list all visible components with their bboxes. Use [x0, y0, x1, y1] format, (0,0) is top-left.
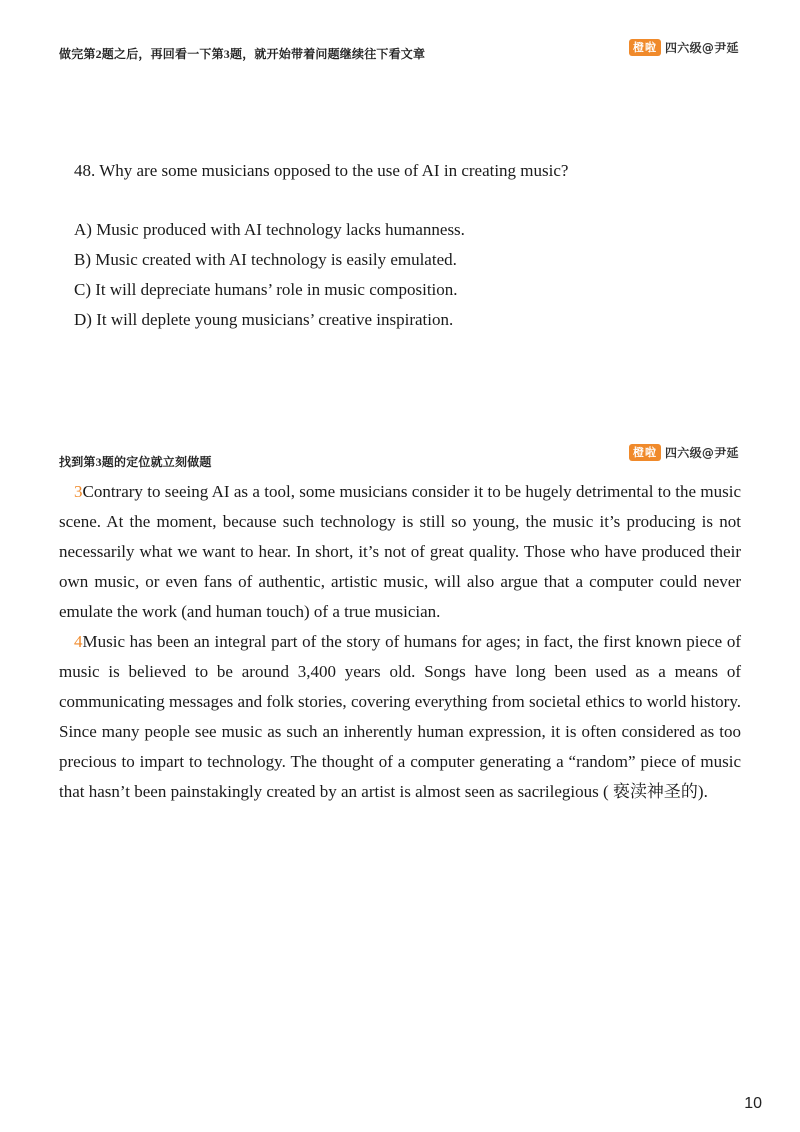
paragraph-3 — [59, 477, 741, 627]
brand-mark-top — [629, 38, 739, 56]
question-text: 48. Why are some musicians opposed to the use of AI in creating music? — [74, 161, 569, 180]
header-note-middle: 找到第3题的定位就立刻做题 — [59, 455, 212, 469]
paragraph-text: Music has been an integral part of the story of humans for ages; in fact, the first known piece of music is believed to be around 3,400 years old. Songs have long been used as a means of communicating messages and folk stories, covering everything from societal ethics to world history. Since many people see music as such an inherently human expression, it is often considered as too precious to impart to technology. The thought of a computer generating a “random” piece of music that hasn’t been painstakingly created by an artist is almost seen as sacrilegious ( 亵渎神圣的). — [59, 632, 741, 801]
brand-logo-icon: 橙啦 — [629, 444, 661, 461]
option-b: B) Music created with AI technology is easily emulated. — [74, 250, 457, 269]
paragraph-number: 3 — [74, 482, 83, 501]
paragraph-4 — [59, 627, 741, 807]
answer-options — [74, 219, 465, 339]
paragraph-number: 4 — [74, 632, 83, 651]
header-note-top: 做完第2题之后，再回看一下第3题，就开始带着问题继续往下看文章 — [59, 47, 426, 61]
option-d: D) It will deplete young musicians’ creative inspiration. — [74, 310, 454, 329]
brand-mark-middle — [629, 443, 739, 461]
brand-text: 四六级@尹延 — [665, 40, 739, 55]
page-number: 10 — [744, 1095, 762, 1112]
brand-logo-icon: 橙啦 — [629, 39, 661, 56]
option-a: A) Music produced with AI technology lacks humanness. — [74, 220, 465, 239]
reading-passage — [59, 477, 741, 807]
brand-text: 四六级@尹延 — [665, 445, 739, 460]
paragraph-text: Contrary to seeing AI as a tool, some musicians consider it to be hugely detrimental to the music scene. At the moment, because such technology is still so young, the music it’s producing is not necessarily what we want to hear. In short, it’s not of great quality. Those who have produced their own music, or even fans of authentic, artistic music, will also argue that a computer could never emulate the work (and human touch) of a true musician. — [59, 482, 741, 621]
option-c: C) It will depreciate humans’ role in music composition. — [74, 280, 458, 299]
